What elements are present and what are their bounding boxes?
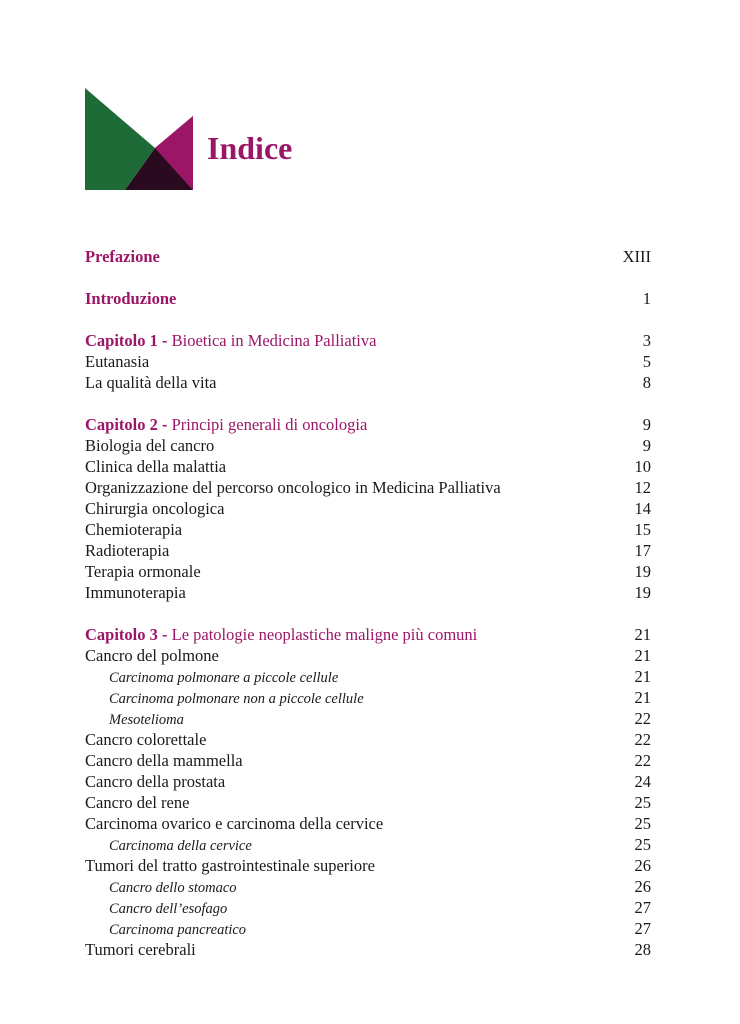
toc-page-number: 21 bbox=[634, 646, 651, 665]
toc-chapter-3[interactable] bbox=[85, 624, 651, 645]
chapter-prefix: Capitolo 3 - bbox=[85, 625, 168, 644]
toc-entry-label: Introduzione bbox=[85, 289, 177, 308]
toc-page-number: 5 bbox=[642, 352, 651, 371]
chapter-prefix: Capitolo 1 - bbox=[85, 331, 168, 350]
chapter-title: Le patologie neoplastiche maligne più comuni bbox=[171, 625, 478, 644]
toc-page-number: 25 bbox=[634, 814, 651, 833]
table-of-contents bbox=[85, 246, 651, 960]
toc-subentry-label: Carcinoma della cervice bbox=[109, 838, 252, 854]
toc-entry-label: Biologia del cancro bbox=[85, 436, 215, 455]
page-title: Indice bbox=[207, 130, 293, 166]
toc-entry[interactable] bbox=[85, 372, 651, 393]
toc-entry-label: Tumori del tratto gastrointestinale superiore bbox=[85, 856, 375, 875]
toc-entry[interactable] bbox=[85, 729, 651, 750]
toc-entry[interactable] bbox=[85, 855, 651, 876]
toc-entry[interactable] bbox=[85, 813, 651, 834]
toc-entry[interactable] bbox=[85, 561, 651, 582]
toc-subentry-label: Carcinoma polmonare a piccole cellule bbox=[109, 670, 339, 686]
toc-page-number: 15 bbox=[634, 520, 651, 539]
toc-entry-label: Terapia ormonale bbox=[85, 562, 201, 581]
toc-page-number: 25 bbox=[634, 835, 651, 854]
toc-entry-label: Cancro del rene bbox=[85, 793, 190, 812]
toc-page-number: 10 bbox=[634, 457, 651, 476]
toc-page-number: 1 bbox=[642, 289, 651, 308]
toc-page-number: 19 bbox=[634, 583, 651, 602]
toc-page-number: 22 bbox=[634, 709, 651, 728]
toc-entry-label: Cancro del polmone bbox=[85, 646, 219, 665]
toc-entry-label: Carcinoma ovarico e carcinoma della cervice bbox=[85, 814, 384, 833]
toc-entry[interactable] bbox=[85, 540, 651, 561]
toc-page-number: 26 bbox=[634, 856, 651, 875]
toc-page-number: 22 bbox=[634, 730, 651, 749]
toc-entry-label: Chirurgia oncologica bbox=[85, 499, 225, 518]
toc-entry-label: Immunoterapia bbox=[85, 583, 186, 602]
toc-page-number: 21 bbox=[634, 625, 651, 644]
toc-entry-label: Cancro della prostata bbox=[85, 772, 226, 791]
toc-page-number: 21 bbox=[634, 667, 651, 686]
toc-entry[interactable] bbox=[85, 582, 651, 603]
toc-chapter-2[interactable] bbox=[85, 414, 651, 435]
toc-subentry-label: Carcinoma polmonare non a piccole cellule bbox=[109, 691, 364, 707]
toc-entry[interactable] bbox=[85, 435, 651, 456]
toc-entry[interactable] bbox=[85, 477, 651, 498]
toc-entry-label: Prefazione bbox=[85, 247, 160, 266]
toc-entry[interactable] bbox=[85, 645, 651, 666]
toc-page-number: 26 bbox=[634, 877, 651, 896]
toc-entry-label: Cancro colorettale bbox=[85, 730, 207, 749]
toc-subentry[interactable] bbox=[85, 708, 651, 729]
toc-subentry-label: Carcinoma pancreatico bbox=[109, 922, 247, 938]
toc-entry-label: Radioterapia bbox=[85, 541, 170, 560]
toc-entry-prefazione[interactable] bbox=[85, 246, 651, 267]
toc-page-number: 17 bbox=[634, 541, 651, 560]
toc-subentry[interactable] bbox=[85, 666, 651, 687]
toc-subentry[interactable] bbox=[85, 834, 651, 855]
triangle-mark-logo bbox=[85, 88, 193, 190]
toc-entry[interactable] bbox=[85, 456, 651, 477]
toc-page-number: 27 bbox=[634, 919, 651, 938]
toc-page-number: 27 bbox=[634, 898, 651, 917]
toc-entry-label: La qualità della vita bbox=[85, 373, 217, 392]
toc-page-number: 14 bbox=[634, 499, 651, 518]
toc-entry[interactable] bbox=[85, 771, 651, 792]
toc-entry-label: Cancro della mammella bbox=[85, 751, 243, 770]
toc-entry-introduzione[interactable] bbox=[85, 288, 651, 309]
toc-subentry[interactable] bbox=[85, 918, 651, 939]
toc-subentry[interactable] bbox=[85, 897, 651, 918]
toc-page-number: 12 bbox=[634, 478, 651, 497]
toc-page-number: 22 bbox=[634, 751, 651, 770]
toc-page-number: 9 bbox=[642, 415, 651, 434]
toc-page-number: 9 bbox=[642, 436, 651, 455]
toc-page-number: 25 bbox=[634, 793, 651, 812]
toc-subentry-label: Mesotelioma bbox=[109, 712, 184, 728]
toc-subentry[interactable] bbox=[85, 876, 651, 897]
toc-subentry[interactable] bbox=[85, 687, 651, 708]
chapter-prefix: Capitolo 2 - bbox=[85, 415, 168, 434]
toc-entry[interactable] bbox=[85, 939, 651, 960]
toc-entry[interactable] bbox=[85, 750, 651, 771]
chapter-title: Bioetica in Medicina Palliativa bbox=[171, 331, 377, 350]
toc-entry[interactable] bbox=[85, 498, 651, 519]
toc-subentry-label: Cancro dell’esofago bbox=[109, 901, 228, 917]
chapter-title: Principi generali di oncologia bbox=[171, 415, 368, 434]
toc-entry-label: Organizzazione del percorso oncologico in Medicina Palliativa bbox=[85, 478, 501, 497]
toc-subentry-label: Cancro dello stomaco bbox=[109, 880, 237, 896]
toc-page-number: 8 bbox=[642, 373, 651, 392]
toc-page-number: 21 bbox=[634, 688, 651, 707]
toc-page-number: 19 bbox=[634, 562, 651, 581]
toc-entry[interactable] bbox=[85, 519, 651, 540]
toc-chapter-1[interactable] bbox=[85, 330, 651, 351]
toc-entry-label: Eutanasia bbox=[85, 352, 150, 371]
toc-entry-label: Chemioterapia bbox=[85, 520, 183, 539]
toc-page-number: 24 bbox=[634, 772, 651, 791]
toc-entry-label: Tumori cerebrali bbox=[85, 940, 196, 959]
toc-page-number: 28 bbox=[634, 940, 651, 959]
toc-entry[interactable] bbox=[85, 351, 651, 372]
toc-entry[interactable] bbox=[85, 792, 651, 813]
toc-entry-label: Clinica della malattia bbox=[85, 457, 227, 476]
toc-page-number: XIII bbox=[622, 247, 651, 266]
toc-page-number: 3 bbox=[642, 331, 651, 350]
